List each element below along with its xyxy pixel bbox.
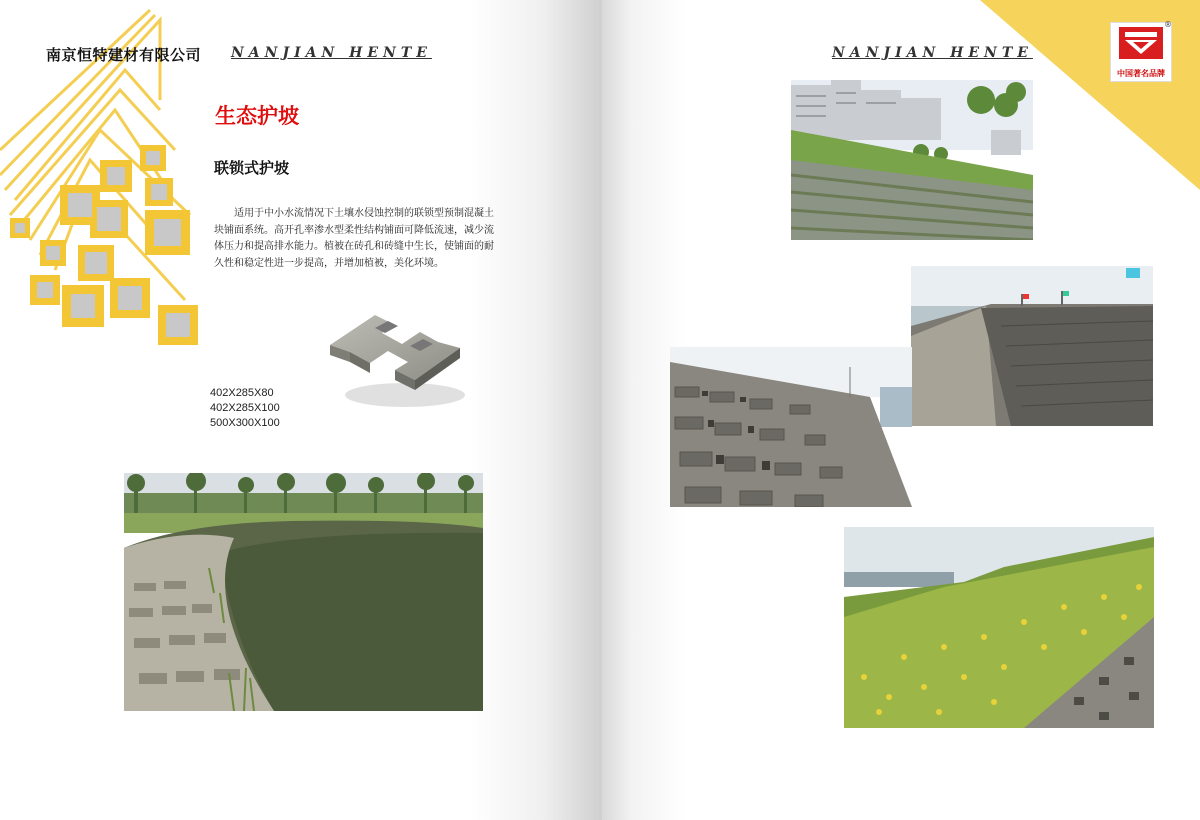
paver-closeup-photo: [670, 347, 912, 507]
product-description: 适用于中小水流情况下土壤水侵蚀控制的联锁型预制混凝土块铺面系统。高开孔率渗水型柔性结构铺面可降低流速，减少流体压力和提高排水能力。植被在砖孔和砖缝中生长，使铺面的耐久性和稳定性进一步提高，并增加植被，美化环境。: [214, 208, 494, 269]
spec-list: [210, 386, 280, 431]
brand-mark: NANJIAN HENTE: [231, 45, 432, 61]
brand-logo: [1110, 22, 1172, 82]
brand-mark: NANJIAN HENTE: [832, 45, 1033, 61]
flowering-slope-photo: [844, 527, 1154, 728]
spec-size: 402X285X80: [210, 387, 274, 399]
spec-size: 500X300X100: [210, 417, 280, 429]
riverbank-slope-photo: [911, 266, 1153, 426]
company-name: 南京恒特建材有限公司: [46, 46, 202, 64]
residential-slope-photo: [791, 80, 1033, 240]
product-subtitle: 联锁式护坡: [214, 159, 290, 177]
page-title: 生态护坡: [215, 104, 299, 128]
spec-size: 402X285X100: [210, 402, 280, 414]
logo-caption: 中国著名品牌: [1117, 69, 1165, 78]
hente-emblem-icon: [1111, 23, 1171, 65]
registered-mark: ®: [1164, 20, 1172, 29]
pond-slope-photo: [124, 473, 483, 711]
right-page: [602, 0, 1200, 820]
interlocking-paver-block-image: [320, 300, 470, 410]
